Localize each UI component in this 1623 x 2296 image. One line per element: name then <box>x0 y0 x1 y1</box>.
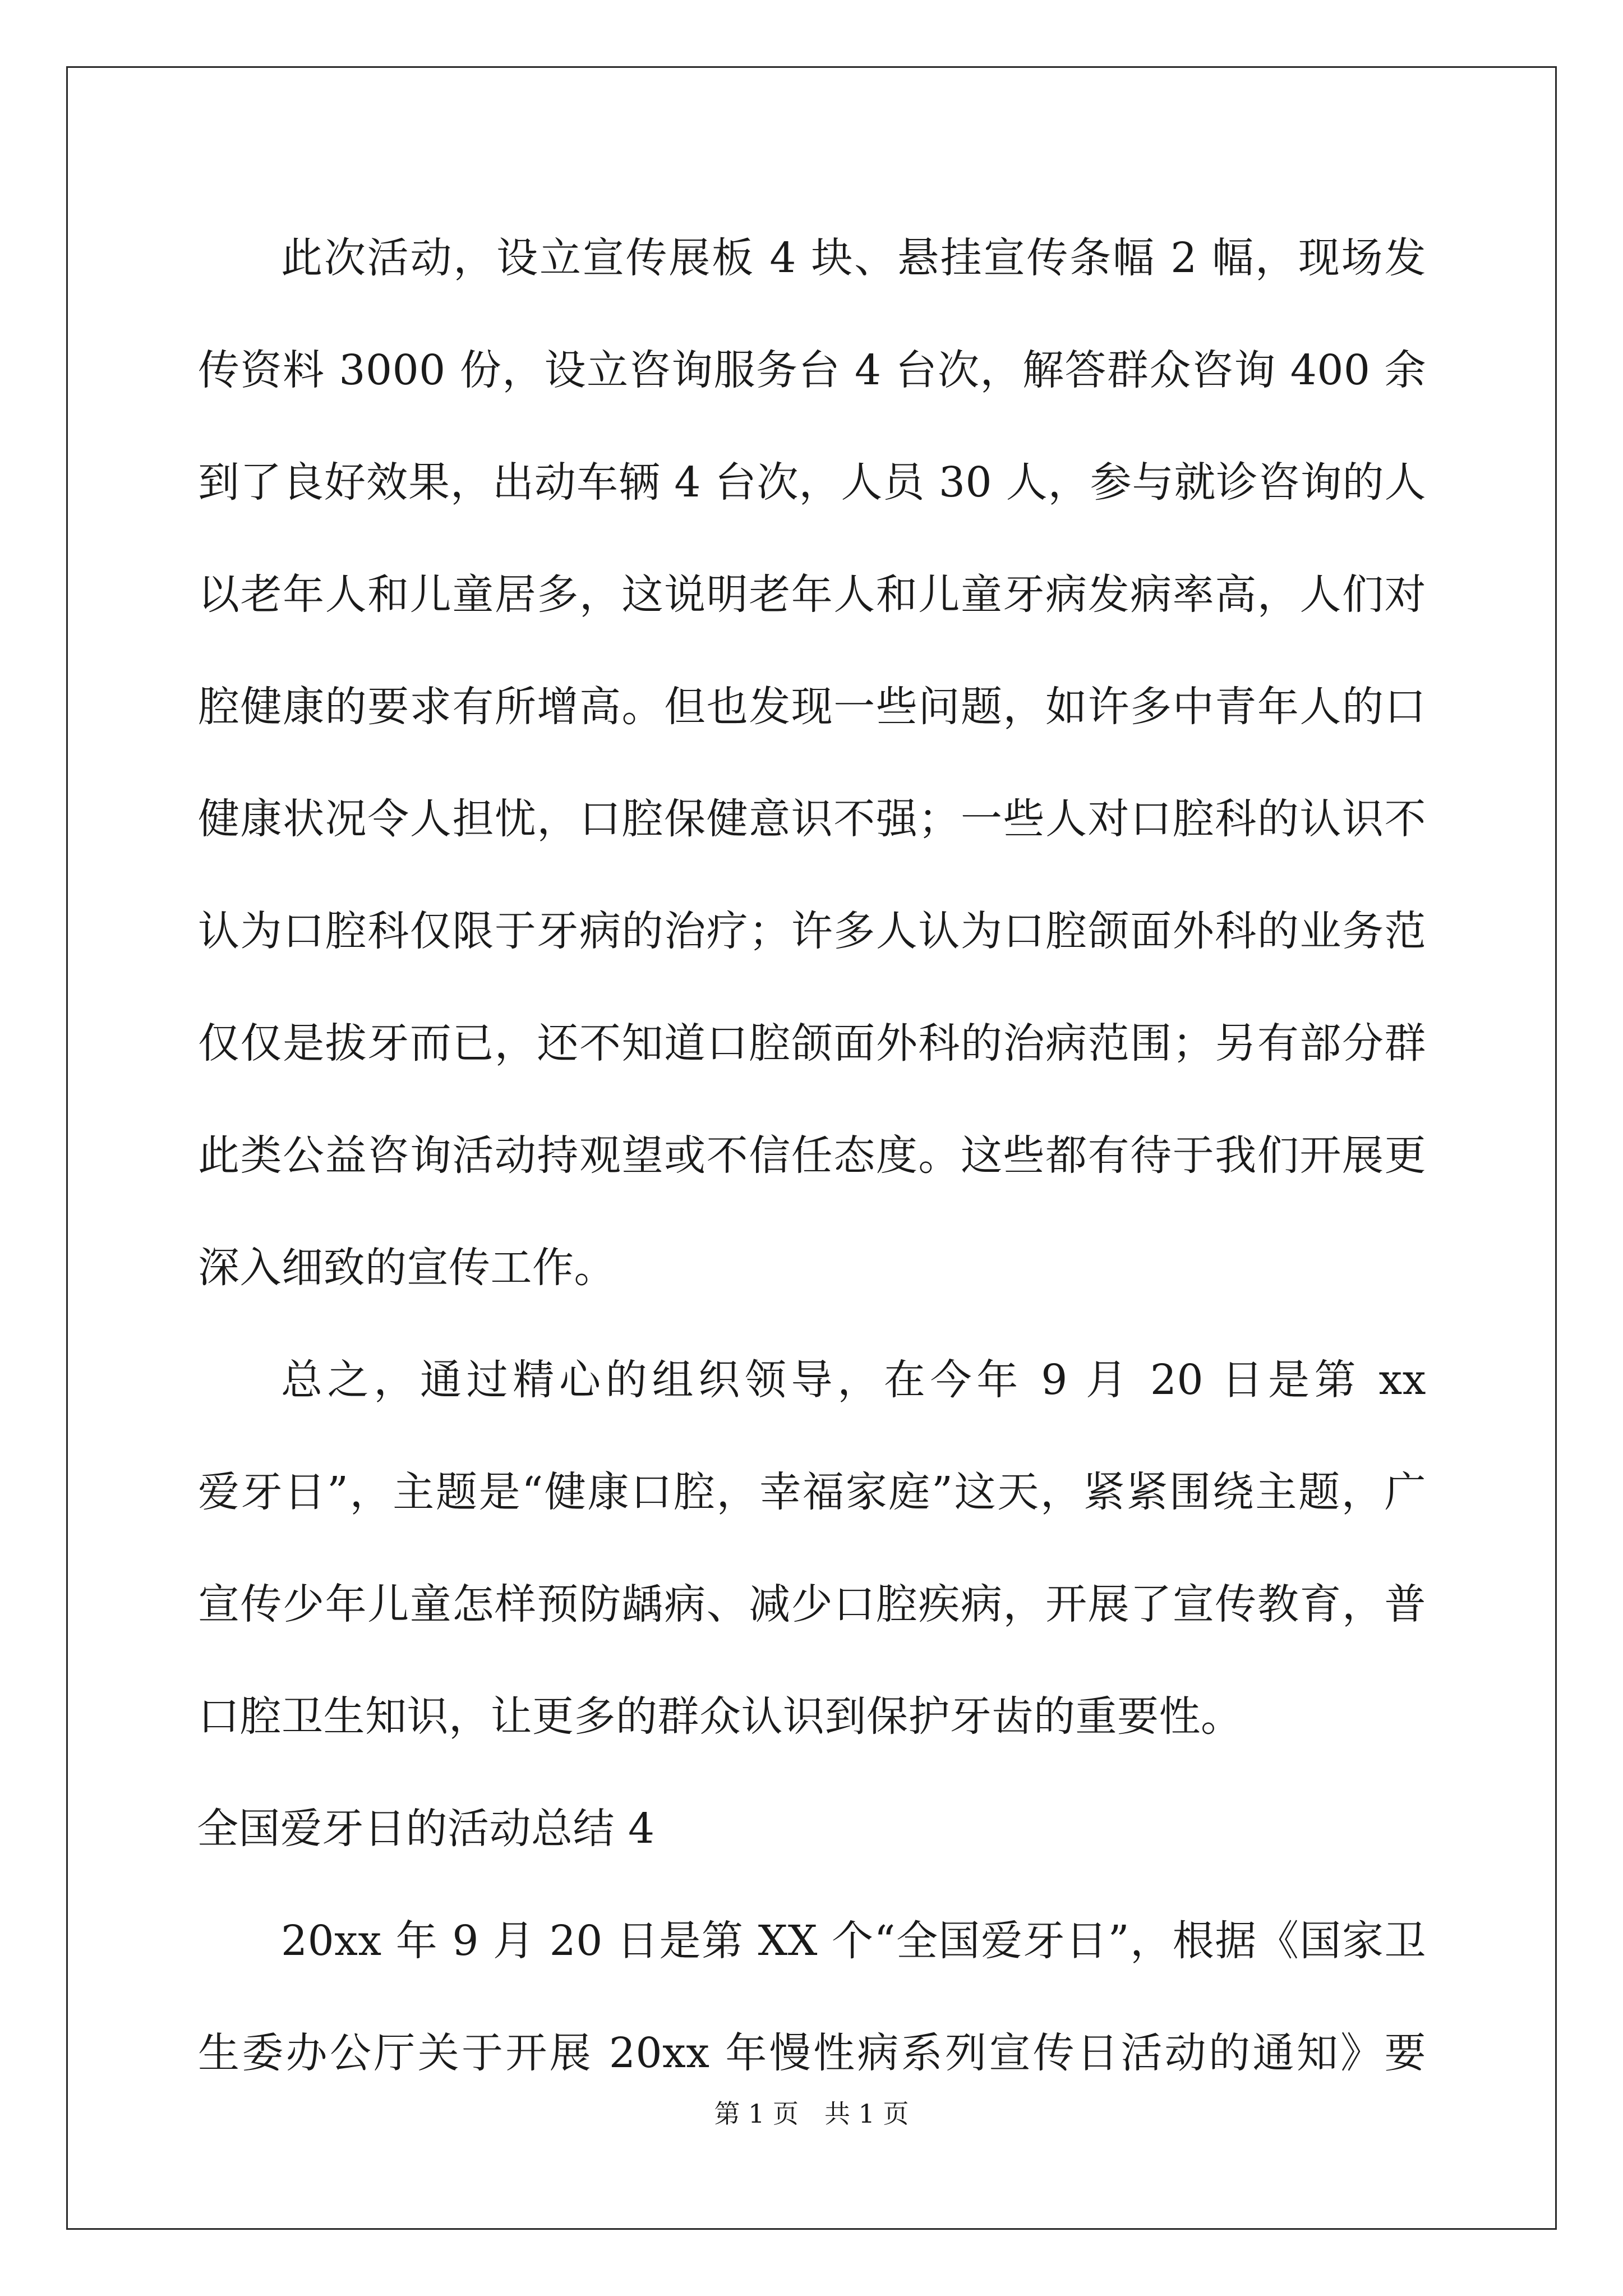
page-number-footer: 第 1 页 共 1 页 <box>714 2099 909 2129</box>
paragraph-line: 20xx 年 9 月 20 日是第 XX 个“全国爱牙日”，根据《国家卫 <box>281 1917 1426 1965</box>
paragraph-line: 爱牙日”，主题是“健康口腔，幸福家庭”这天，紧紧围绕主题，广 <box>198 1468 1426 1516</box>
paragraph-line: 深入细致的宣传工作。 <box>198 1244 616 1292</box>
paragraph-line: 仅仅是拔牙而已，还不知道口腔颌面外科的治病范围；另有部分群 <box>198 1019 1426 1068</box>
paragraph-line: 此类公益咨询活动持观望或不信任态度。这些都有待于我们开展更 <box>198 1131 1426 1180</box>
document-body <box>198 202 1426 2109</box>
paragraph-line: 传资料 3000 份，设立咨询服务台 4 台次，解答群众咨询 400 余 <box>198 346 1426 394</box>
paragraph-line: 此次活动，设立宣传展板 4 块、悬挂宣传条幅 2 幅，现场发 <box>281 234 1426 282</box>
paragraph-line: 认为口腔科仅限于牙病的治疗；许多人认为口腔颌面外科的业务范 <box>198 907 1426 955</box>
paragraph-line: 宣传少年儿童怎样预防龋病、减少口腔疾病，开展了宣传教育，普 <box>198 1580 1426 1628</box>
paragraph-line: 到了良好效果，出动车辆 4 台次，人员 30 人，参与就诊咨询的人 <box>198 458 1426 507</box>
paragraph-line: 口腔卫生知识，让更多的群众认识到保护牙齿的重要性。 <box>198 1692 1243 1741</box>
paragraph-line: 腔健康的要求有所增高。但也发现一些问题，如许多中青年人的口 <box>198 683 1426 731</box>
paragraph-line: 总之，通过精心的组织领导，在今年 9 月 20 日是第 xx <box>281 1356 1426 1404</box>
paragraph-line: 生委办公厅关于开展 20xx 年慢性病系列宣传日活动的通知》要 <box>198 2029 1426 2077</box>
paragraph-line: 健康状况令人担忧，口腔保健意识不强；一些人对口腔科的认识不 <box>198 795 1426 843</box>
paragraph-line: 以老年人和儿童居多，这说明老年人和儿童牙病发病率高，人们对 <box>198 570 1426 619</box>
section-heading: 全国爱牙日的活动总结 4 <box>197 1805 655 1853</box>
